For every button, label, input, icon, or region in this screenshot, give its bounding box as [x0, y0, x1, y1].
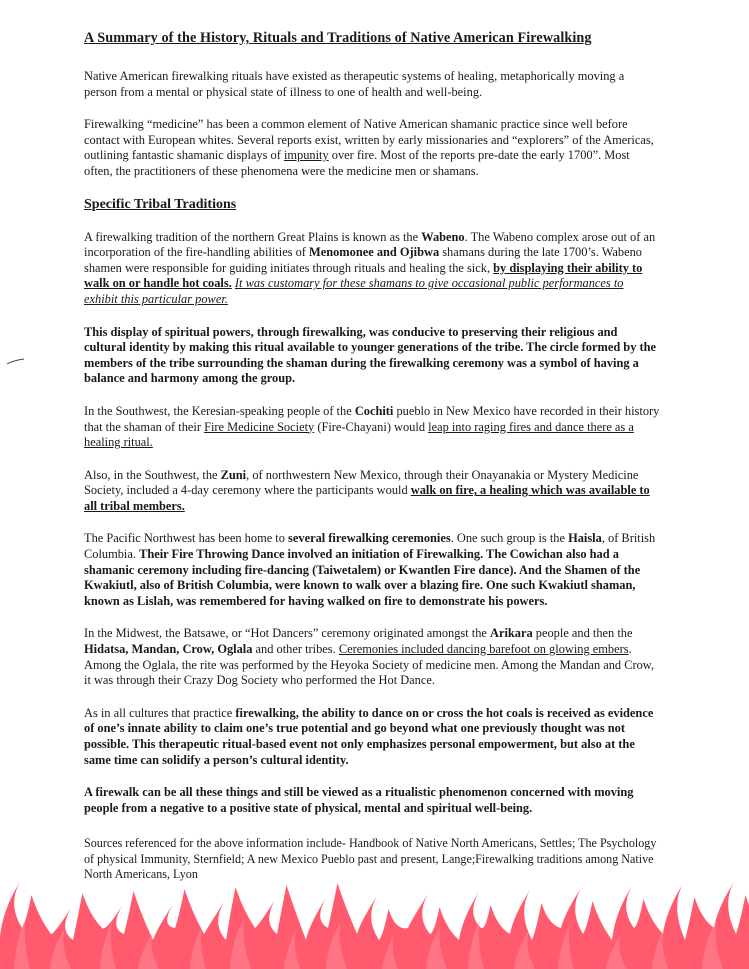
page-title: A Summary of the History, Rituals and Traditions of Native American Firewalking: [84, 30, 592, 46]
paragraph-midwest: In the Midwest, the Batsawe, or “Hot Dancers” ceremony originated amongst the Arikara people and then the Hidatsa, Mandan, Crow, Oglala and other tribes. Ceremonies included dancing barefoot on glowing embers. Among the Oglala, the rite was performed by the Heyoka Society of medicine men. Among the Mandan and Crow, it was through their Crazy Dog Society who performed the Hot Dance.: [84, 626, 655, 688]
intro-paragraph-2: Firewalking “medicine” has been a common element of Native American shamanic practice since well before contact with European whites. Several reports exist, written by early missionaries and “explorers” of the Americas, outlining fantastic shamanic displays of impunity over fire. Most of the reports pre-date the early 1700”. Most often, the practitioners of these phenomena were the medicine men or shamans.: [84, 117, 654, 178]
margin-pen-mark: [6, 358, 26, 366]
paragraph-conclusion: A firewalk can be all these things and still be viewed as a ritualistic phenomenon concerned with moving people from a negative to a positive state of physical, mental and spiritual well-being.: [84, 785, 634, 815]
flame-border-decoration: [0, 876, 749, 969]
paragraph-cochiti: In the Southwest, the Keresian-speaking people of the Cochiti pueblo in New Mexico have recorded in their history that the shaman of their Fire Medicine Society (Fire-Chayani) would leap into raging fires and dance there as a healing ritual.: [84, 403, 660, 450]
paragraph-zuni: Also, in the Southwest, the Zuni, of northwestern New Mexico, through their Onayanakia or Mystery Medicine Society, included a 4-day ceremony where the participants would walk on fire, a healing which was available to all tribal members.: [84, 467, 650, 513]
document-page: [84, 30, 660, 899]
paragraph-all-cultures: As in all cultures that practice firewalking, the ability to dance on or cross the hot coals is received as evidence of one’s innate ability to claim one’s true potential and go beyond what one previously thought was not possible. This therapeutic ritual-based event not only emphasizes personal empowerment, but also at the same time can solidify a person’s cultural identity.: [84, 705, 654, 767]
paragraph-pacific-northwest: The Pacific Northwest has been home to several firewalking ceremonies. One such group is the Haisla, of British Columbia. Their Fire Throwing Dance involved an initiation of Firewalking. The Cowichan also had a shamanic ceremony including fire-dancing (Taiwetalem) or Kwantlen Fire dance). And the Shamen of the Kwakiutl, also of British Columbia, were known to walk over a blazing fire. One such Kwakiutl shaman, known as Lislah, was remembered for having walked on fire to demonstrate his powers.: [84, 531, 656, 608]
section-heading: Specific Tribal Traditions: [84, 196, 237, 212]
intro-paragraph-1: Native American firewalking rituals have existed as therapeutic systems of healing, metaphorically moving a person from a mental or physical state of illness to one of health and well-being.: [84, 69, 625, 99]
sources-note: Sources referenced for the above information include- Handbook of Native North Americans, Settles; The Psychology of physical Immunity, Sternfield; A new Mexico Pueblo past and present, Lange;Firewalking traditions among Native North Americans, Lyon: [84, 836, 657, 881]
paragraph-spiritual-powers: This display of spiritual powers, through firewalking, was conducive to preserving their religious and cultural identity by making this ritual available to younger generations of the tribe. The circle formed by the members of the tribe surrounding the shaman during the firewalking ceremony was a symbol of having a balance and harmony among the group.: [84, 324, 657, 386]
paragraph-wabeno: A firewalking tradition of the northern Great Plains is known as the Wabeno. The Wabeno complex arose out of an incorporation of the fire-handling abilities of Menomonee and Ojibwa shamans during the late 1700’s. Wabeno shamen were responsible for guiding initiates through rituals and healing the sick, by displaying their ability to walk on or handle hot coals. It was customary for these shamans to give occasional public performances to exhibit this particular power.: [84, 229, 656, 306]
